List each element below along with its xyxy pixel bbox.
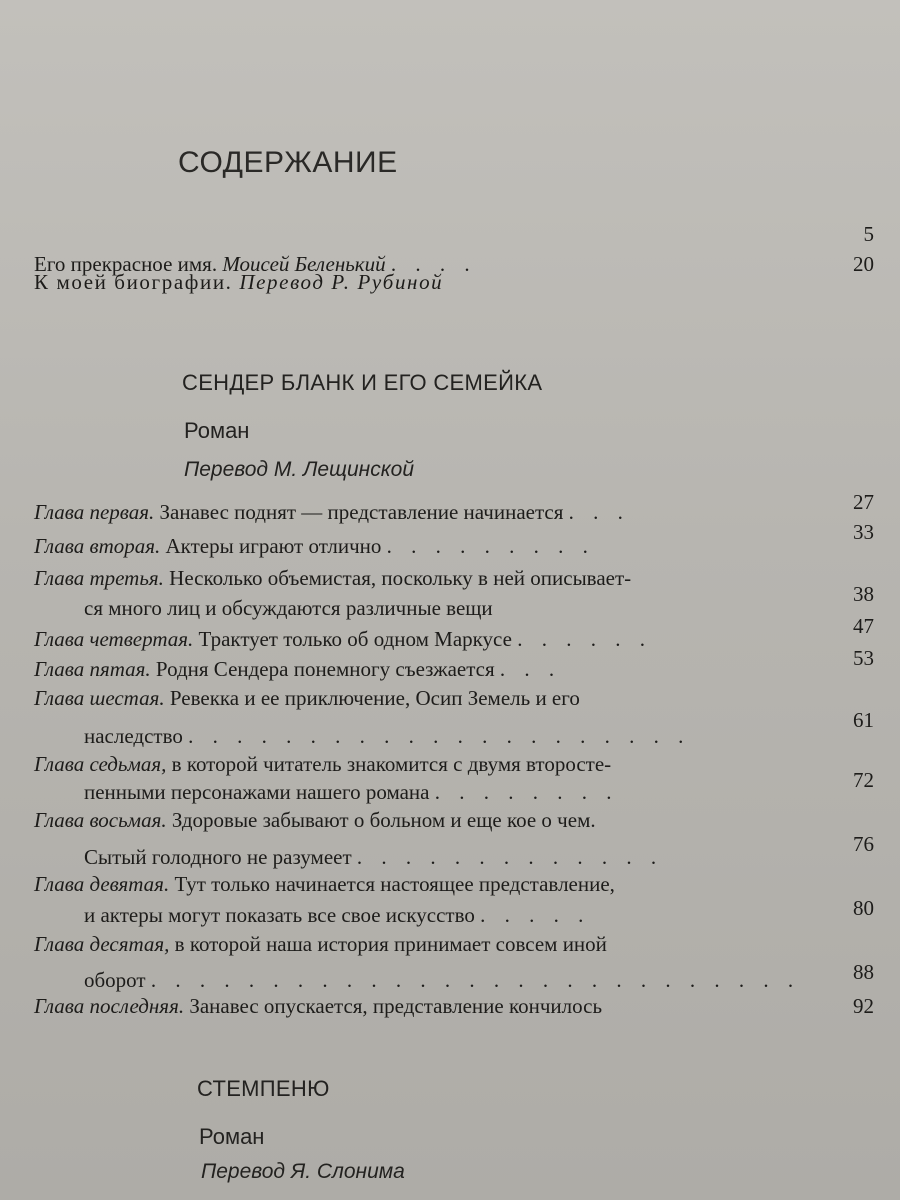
section-translator: Перевод Я. Слонима (201, 1160, 405, 1183)
chapter-title: Занавес поднят — представление начинается (159, 500, 564, 524)
toc-row (34, 724, 874, 754)
entry-author: Моисей Беленький (222, 252, 386, 276)
page-title: СОДЕРЖАНИЕ (178, 146, 398, 179)
section-title: СТЕМПЕНЮ (197, 1076, 330, 1101)
toc-row (34, 994, 874, 1024)
leader-dots: . . . . . . (517, 627, 652, 651)
leader-dots: . . . (499, 657, 562, 681)
page-number: 33 (853, 520, 874, 544)
page-number: 76 (853, 832, 874, 856)
toc-row (34, 534, 874, 564)
chapter-label: Глава девятая. (34, 872, 170, 896)
toc-row (34, 903, 874, 933)
chapter-title: Актеры играют отлично (165, 534, 382, 558)
chapter-title: Трактует только об одном Маркусе (198, 627, 512, 651)
chapter-title: Здоровые забывают о больном и еще кое о чем. (171, 808, 596, 832)
leader-dots: . . . . . (480, 903, 591, 927)
leader-dots: . . . . . . . . . . . . . . . . . . . . . (188, 724, 691, 748)
leader-dots: . . . . . . . . (434, 780, 619, 804)
page-number: 38 (853, 582, 874, 606)
chapter-title-cont: Сытый голодного не разумеет (84, 845, 352, 869)
toc-row (34, 780, 874, 810)
chapter-label: Глава четвертая. (34, 627, 194, 651)
chapter-label: Глава вторая. (34, 534, 161, 558)
chapter-title: в которой наша история принимает совсем иной (174, 932, 607, 956)
page-number: 61 (853, 708, 874, 732)
page-number: 27 (853, 490, 874, 514)
entry-author: Перевод Р. Рубиной (239, 270, 444, 294)
chapter-label: Глава пятая. (34, 657, 151, 681)
page-number: 47 (853, 614, 874, 638)
entry-title: Его прекрасное имя. (34, 252, 218, 276)
chapter-label: Глава третья. (34, 566, 164, 590)
section-genre: Роман (184, 418, 250, 443)
page-number: 88 (853, 960, 874, 984)
leader-dots: . . . (568, 500, 630, 524)
page-number: 80 (853, 896, 874, 920)
chapter-title-cont: ся много лиц и обсуждаются различные вещи (84, 596, 493, 620)
chapter-label: Глава первая. (34, 500, 155, 524)
section-title: СЕНДЕР БЛАНК И ЕГО СЕМЕЙКА (182, 370, 543, 395)
chapter-title: Родня Сендера понемногу съезжается (155, 657, 495, 681)
leader-dots: . . . . . . . . . . . . . . . . . . . . . . . . . . . (150, 968, 801, 992)
chapter-label: Глава последняя. (34, 994, 185, 1018)
chapter-title: Ревекка и ее приключение, Осип Земель и его (169, 686, 580, 710)
entry-title: К моей биографии. (34, 270, 233, 294)
section-genre: Роман (199, 1124, 265, 1149)
toc-row (34, 932, 874, 962)
toc-row (34, 270, 874, 300)
leader-dots: . . . . (390, 252, 477, 276)
chapter-label: Глава седьмая, (34, 752, 167, 776)
page-number: 72 (853, 768, 874, 792)
page-number: 20 (853, 252, 874, 276)
chapter-title: в которой читатель знакомится с двумя второсте- (171, 752, 612, 776)
chapter-title-cont: оборот (84, 968, 146, 992)
page-number: 5 (863, 222, 874, 246)
page-number: 92 (853, 994, 874, 1018)
chapter-label: Глава шестая. (34, 686, 165, 710)
chapter-title-cont: пенными персонажами нашего романа (84, 780, 430, 804)
toc-row (34, 657, 874, 687)
leader-dots: . . . . . . . . . (386, 534, 595, 558)
chapter-label: Глава восьмая. (34, 808, 167, 832)
chapter-title: Несколько объемистая, поскольку в ней описывает- (169, 566, 632, 590)
page-number: 53 (853, 646, 874, 670)
leader-dots: . . . . . . . . . . . . . (356, 845, 664, 869)
chapter-title: Занавес опускается, представление кончилось (189, 994, 603, 1018)
section-translator: Перевод М. Лещинской (184, 458, 414, 481)
chapter-label: Глава десятая, (34, 932, 170, 956)
toc-row (34, 845, 874, 875)
chapter-title-cont: наследство (84, 724, 183, 748)
toc-row (34, 222, 874, 252)
chapter-title: Тут только начинается настоящее представление, (174, 872, 615, 896)
chapter-title-cont: и актеры могут показать все свое искусство (84, 903, 475, 927)
